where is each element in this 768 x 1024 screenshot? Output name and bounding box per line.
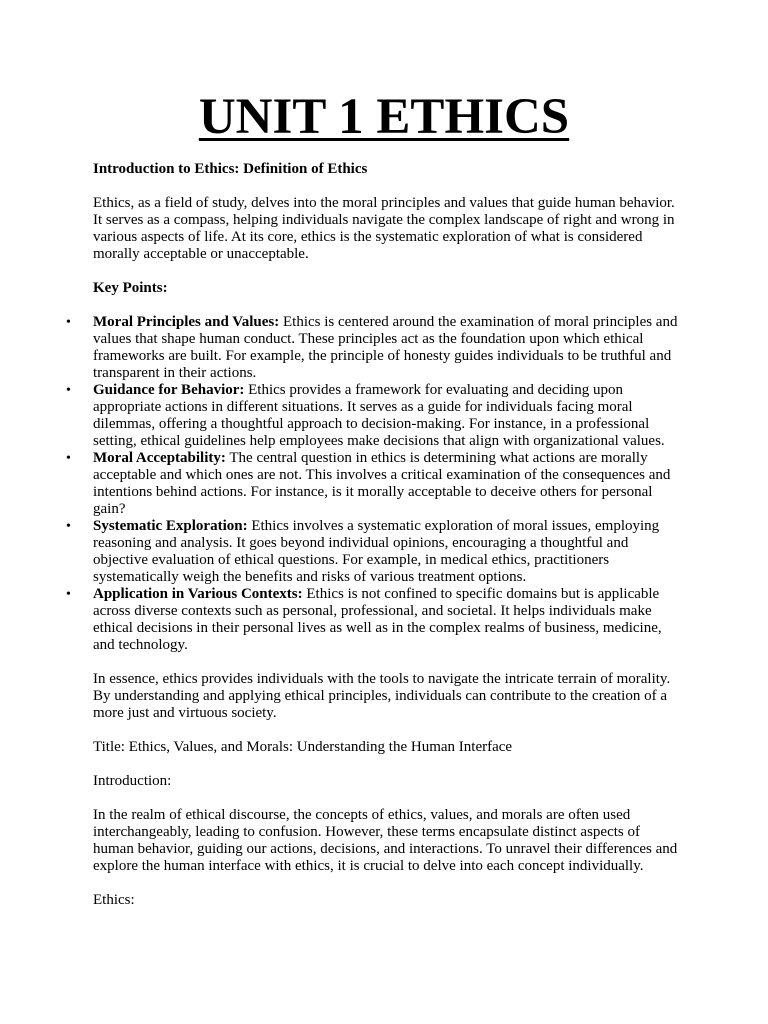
list-item (66, 450, 683, 518)
point-term: Systematic Exploration: (93, 518, 248, 534)
subtitle: Introduction to Ethics: Definition of Ethics (93, 161, 368, 177)
bullet-icon: • (66, 451, 71, 466)
list-item (66, 382, 683, 450)
point-text: Ethics provides a framework for evaluating and deciding upon appropriate actions in different situations. It serves as a guide for individuals facing moral dilemmas, offering a thoughtful approach to decision-making. For instance, in a professional setting, ethical guidelines help employees make decisions that align with organizational values. (93, 382, 665, 449)
point-term: Moral Acceptability: (93, 450, 226, 466)
realm-paragraph: In the realm of ethical discourse, the concepts of ethics, values, and morals are often used interchangeably, leading to confusion. However, these terms encapsulate distinct aspects of human behavior, guiding our actions, decisions, and interactions. To unravel their differences and explore the human interface with ethics, it is crucial to delve into each concept individually. (93, 807, 678, 874)
point-term: Moral Principles and Values: (93, 314, 280, 330)
point-term: Guidance for Behavior: (93, 382, 245, 398)
point-text: The central question in ethics is determining what actions are morally acceptable and which ones are not. This involves a critical examination of the consequences and intentions behind actions. For instance, is it morally acceptable to deceive others for personal gain? (93, 450, 671, 517)
point-text: Ethics involves a systematic exploration of moral issues, employing reasoning and analysis. It goes beyond individual opinions, encouraging a thoughtful and objective evaluation of ethical questions. For example, in medical ethics, practitioners systematically weigh the benefits and risks of various treatment options. (93, 518, 660, 585)
list-item (66, 586, 683, 654)
section-title: Title: Ethics, Values, and Morals: Understanding the Human Interface (93, 739, 513, 755)
document-body (66, 161, 683, 909)
point-text: Ethics is centered around the examination of moral principles and values that shape human conduct. These principles act as the foundation upon which ethical frameworks are built. For example, the principle of honesty guides individuals to be truthful and transparent in their actions. (93, 314, 678, 381)
bullet-icon: • (66, 587, 71, 602)
ethics-label: Ethics: (93, 892, 135, 908)
list-item (66, 314, 683, 382)
page-title: UNIT 1 ETHICS (198, 89, 570, 145)
bullet-icon: • (66, 519, 71, 534)
point-text: Ethics is not confined to specific domains but is applicable across diverse contexts such as personal, professional, and societal. It helps individuals make ethical decisions in their personal lives as well as in the complex realms of business, medicine, and technology. (93, 586, 662, 653)
bullet-icon: • (66, 315, 71, 330)
list-item (66, 518, 683, 586)
intro-paragraph: Ethics, as a field of study, delves into the moral principles and values that guide human behavior. It serves as a compass, helping individuals navigate the complex landscape of right and wrong in various aspects of life. At its core, ethics is the systematic exploration of what is considered morally acceptable or unacceptable. (93, 195, 675, 262)
key-points-list (66, 314, 683, 654)
point-term: Application in Various Contexts: (93, 586, 303, 602)
essence-paragraph: In essence, ethics provides individuals with the tools to navigate the intricate terrain of morality. By understanding and applying ethical principles, individuals can contribute to the creation of a more just and virtuous society. (93, 671, 671, 721)
introduction-label: Introduction: (93, 773, 172, 789)
bullet-icon: • (66, 383, 71, 398)
key-points-heading: Key Points: (93, 280, 168, 296)
